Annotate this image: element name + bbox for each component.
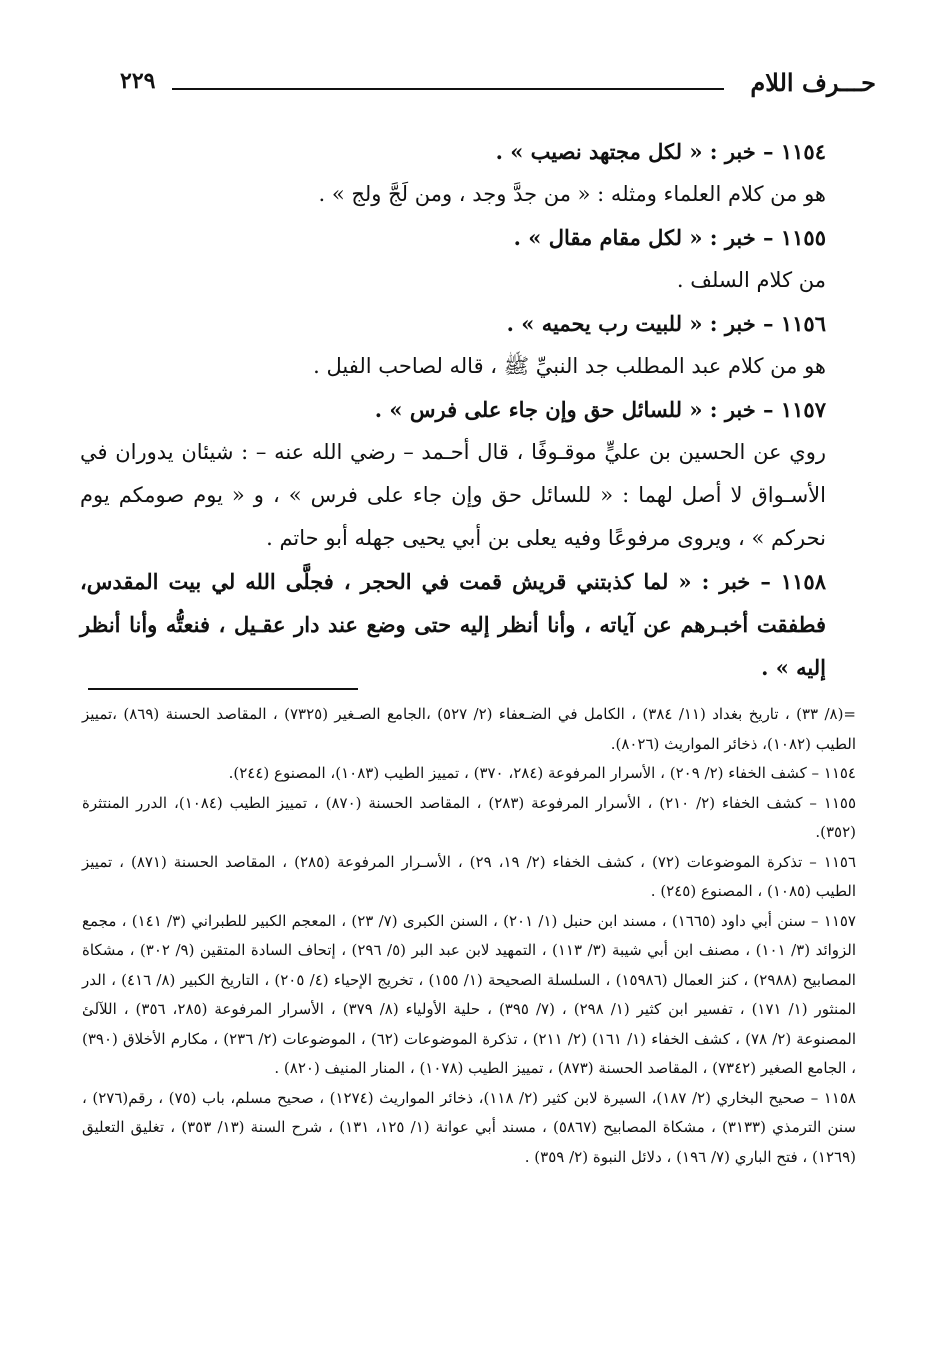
page-number: ٢٢٩ [120,68,156,94]
entry-1157-body: روي عن الحسين بن عليٍّ موقـوفًا ، قال أحـمد – رضي الله عنه – : شيئان يدوران في الأسـواق لا أصل لهما : « للسائل حق وإن جاء على فرس » ، و « يوم صومكم يوم نحركم » ، ويروى مرفوعًا وفيه يعلى بن أبي يحيى جهله أبو حاتم . [80,440,826,550]
entry-1154-body: هو من كلام العلماء ومثله : « من جدَّ وجد ، ومن لَجَّ ولج » . [318,182,826,206]
entry-1156-heading: ١١٥٦ – خبر : « للبيت رب يحميه » . [506,311,826,336]
entry-1155-body: من كلام السلف . [676,268,826,292]
footnote-1157: ١١٥٧ – سنن أبي داود (١٦٦٥) ، مسند ابن حنبل (١/ ٢٠١) ، السنن الكبرى (٧/ ٢٣) ، المعجم الكبير للطبراني (٣/ ١٤١) ، مجمع الزوائد (٣/ ١٠١) ، مصنف ابن أبي شيبة (٣/ ١١٣) ، التمهيد لابن عبد البر (٥/ ٢٩٦) ، إتحاف السادة المتقين (٩/ ٣٠٢) ، مشكاة المصابيح (٢٩٨٨) ، كنز العمال (١٥٩٨٦) ، السلسلة الصحيحة (١/ ١٥٥) ، تخريج الإحياء (٤/ ٢٠٥) ، التاريخ الكبير (٨/ ٤١٦) ، الدر المنثور (١/ ١٧١) ، تفسير ابن كثير (١/ ٢٩٨) ، (٧/ ٣٩٥) ، حلية الأولياء (٨/ ٣٧٩) ، الأسرار المرفوعة (٢٨٥، ٣٥٦) ، اللآلئ المصنوعة (٢/ ٧٨) ، كشف الخفاء (١/ ١٦١) (٢/ ٢١١) ، تذكرة الموضوعات (٦٢) ، الموضوعات (٢/ ٢٣٦) ، مكارم الأخلاق (٣٩٠) ، الجامع الصغير (٧٣٤٢) ، المقاصد الحسنة (٨٧٣) ، تمييز الطيب (١٠٧٨) ، المنار المنيف (٨٢٠) . [82,911,857,1077]
footnote-1156: ١١٥٦ – تذكرة الموضوعات (٧٢) ، كشف الخفاء (٢/ ١٩، ٢٩) ، الأسـرار المرفوعة (٢٨٥) ، المقاصد الحسنة (٨٧١) ، تمييز الطيب (١٠٨٥) ، المصنوع (٢٤٥) . [82,852,857,900]
header-rule [172,88,724,90]
main-text [80,130,826,689]
entry-1154-heading: ١١٥٤ – خبر : « لكل مجتهد نصيب » . [495,139,826,164]
page-header [120,68,876,104]
running-title: حـــرف اللام [750,68,876,97]
footnotes [82,700,856,1172]
entry-1155-heading: ١١٥٥ – خبر : « لكل مقام مقال » . [513,225,826,250]
footnote-1155: ١١٥٥ – كشف الخفاء (٢/ ٢١٠) ، الأسرار المرفوعة (٢٨٣) ، المقاصد الحسنة (٨٧٠) ، تمييز الطيب (١٠٨٤)، الدرر المنتثرة (٣٥٢). [82,793,857,841]
footnote-continued: =(٨/ ٣٣) ، تاريخ بغداد (١١/ ٣٨٤) ، الكامل في الضـعفاء (٢/ ٥٢٧) ،الجامع الصـغير (٧٣٢٥) ، المقاصد الحسنة (٨٦٩) ،تمييز الطيب (١٠٨٢)، ذخائر المواريث (٨٠٢٦). [82,705,856,753]
entry-1156-body: هو من كلام عبد المطلب جد النبيِّ ﷺ ، قاله لصاحب الفيل . [313,354,826,378]
footnote-1158: ١١٥٨ – صحيح البخاري (٢/ ١٨٧)، السيرة لابن كثير (٢/ ١١٨)، ذخائر المواريث (١٢٧٤) ، صحيح مسلم، باب (٧٥) ، رقم(٢٧٦) ، سنن الترمذي (٣١٣٣) ، مشكاة المصابيح (٥٨٦٧) ، مسند أبي عوانة (١/ ١٢٥، ١٣١) ، شرح السنة (١٣/ ٣٥٣) ، تغليق التعليق (١٢٦٩) ، فتح الباري (٧/ ١٩٦) ، دلائل النبوة (٢/ ٣٥٩) . [82,1088,857,1166]
footnote-separator [88,688,358,690]
entry-1158-paragraph: ١١٥٨ – خبر : « لما كذبتني قريش قمت في الحجر ، فجلَّى الله لي بيت المقدس، فطفقت أخبـرهم عن آياته ، وأنا أنظر إليه حتى وضع عند دار عقـيل ، فنعتُّه وأنا أنظر إليه » . [80,569,826,680]
entry-1157-heading: ١١٥٧ – خبر : « للسائل حق وإن جاء على فرس » . [374,397,826,422]
footnote-1154: ١١٥٤ – كشف الخفاء (٢/ ٢٠٩) ، الأسرار المرفوعة (٢٨٤، ٣٧٠) ، تمييز الطيب (١٠٨٣)، المصنوع (٢٤٤). [228,764,856,782]
